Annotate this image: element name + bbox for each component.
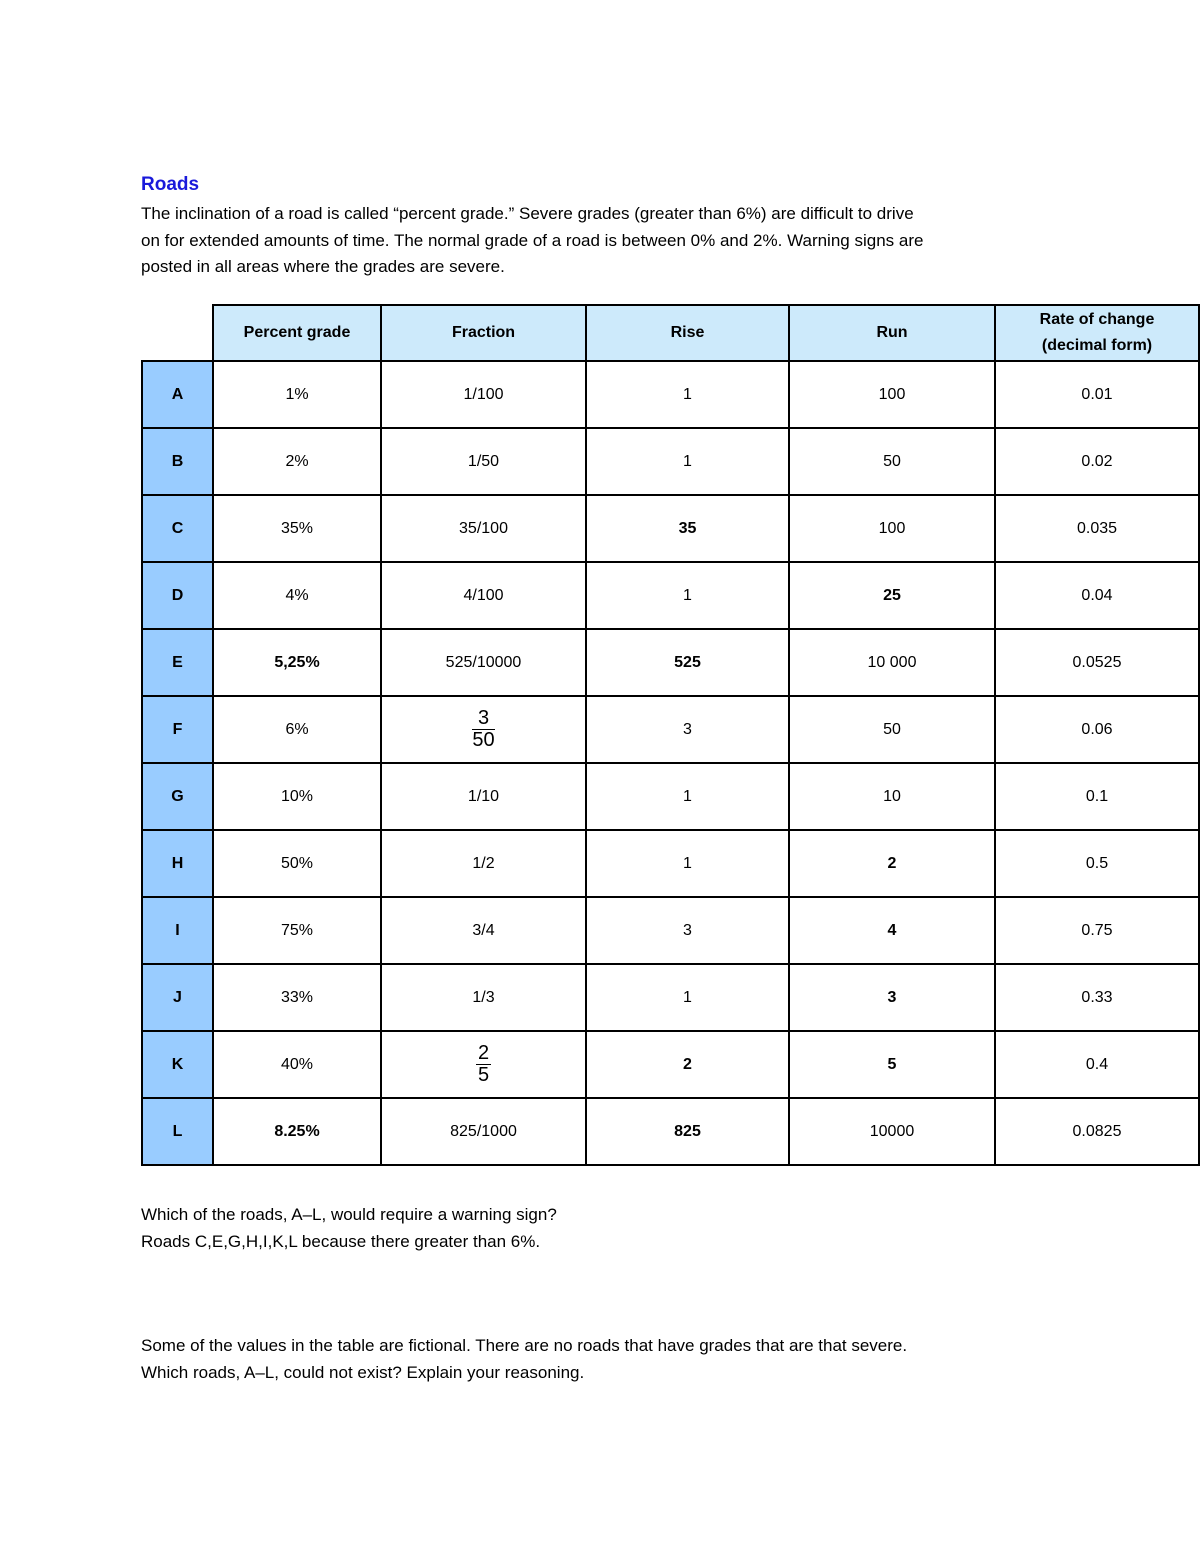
cell-percent-grade: 33% — [213, 964, 381, 1031]
header-rate-line2: (decimal form) — [1041, 337, 1153, 354]
question-line: Which roads, A–L, could not exist? Explain your reasoning. — [141, 1362, 585, 1382]
cell-percent-grade: 75% — [213, 897, 381, 964]
cell-run: 100 — [789, 495, 995, 562]
page-title: Roads — [141, 174, 200, 195]
cell-fraction: 1/50 — [381, 428, 586, 495]
cell-rate: 0.0525 — [995, 629, 1199, 696]
cell-run: 3 — [789, 964, 995, 1031]
cell-rate: 0.035 — [995, 495, 1199, 562]
cell-rise: 1 — [586, 428, 789, 495]
table-row — [142, 629, 1199, 696]
table-header-row — [142, 305, 1199, 361]
cell-percent-grade: 35% — [213, 495, 381, 562]
stacked-fraction — [476, 1043, 491, 1086]
row-label: H — [142, 830, 213, 897]
table-row — [142, 763, 1199, 830]
header-run: Run — [789, 305, 995, 361]
intro-paragraph — [141, 201, 1081, 281]
cell-run: 2 — [789, 830, 995, 897]
intro-line: The inclination of a road is called “percent grade.” Severe grades (greater than 6%) are difficult to drive — [141, 204, 914, 223]
header-fraction: Fraction — [381, 305, 586, 361]
fraction-denominator: 5 — [477, 1064, 490, 1086]
row-label: G — [142, 763, 213, 830]
question-line: Some of the values in the table are fictional. There are no roads that have grades that are that severe. — [141, 1336, 908, 1355]
cell-rate: 0.02 — [995, 428, 1199, 495]
intro-line: on for extended amounts of time. The normal grade of a road is between 0% and 2%. Warning signs are — [141, 230, 924, 250]
table-row — [142, 897, 1199, 964]
cell-rise: 1 — [586, 763, 789, 830]
cell-rise: 825 — [586, 1098, 789, 1165]
cell-fraction — [381, 1031, 586, 1098]
intro-line: posted in all areas where the grades are severe. — [141, 257, 505, 276]
cell-percent-grade: 8.25% — [213, 1098, 381, 1165]
header-rate-of-change — [995, 305, 1199, 361]
cell-percent-grade: 2% — [213, 428, 381, 495]
cell-rise: 2 — [586, 1031, 789, 1098]
fraction-numerator: 3 — [472, 708, 494, 730]
row-label: A — [142, 361, 213, 428]
cell-run: 100 — [789, 361, 995, 428]
header-rate-line1: Rate of change — [1039, 311, 1155, 328]
cell-percent-grade: 40% — [213, 1031, 381, 1098]
cell-rate: 0.04 — [995, 562, 1199, 629]
table-row — [142, 495, 1199, 562]
table-body — [142, 361, 1199, 1165]
cell-rate: 0.4 — [995, 1031, 1199, 1098]
cell-run: 25 — [789, 562, 995, 629]
cell-rate: 0.5 — [995, 830, 1199, 897]
cell-rate: 0.75 — [995, 897, 1199, 964]
cell-run: 10 — [789, 763, 995, 830]
fraction-numerator: 2 — [477, 1042, 490, 1064]
cell-rise: 1 — [586, 562, 789, 629]
row-label: B — [142, 428, 213, 495]
question-block-2 — [141, 1333, 907, 1386]
cell-rise: 1 — [586, 830, 789, 897]
cell-rate: 0.33 — [995, 964, 1199, 1031]
table-row — [142, 428, 1199, 495]
cell-rise: 1 — [586, 361, 789, 428]
cell-percent-grade: 4% — [213, 562, 381, 629]
row-label: K — [142, 1031, 213, 1098]
table-row — [142, 696, 1199, 763]
cell-fraction: 35/100 — [381, 495, 586, 562]
cell-run: 10000 — [789, 1098, 995, 1165]
row-label: L — [142, 1098, 213, 1165]
header-rise: Rise — [586, 305, 789, 361]
header-percent-grade: Percent grade — [213, 305, 381, 361]
fraction-denominator: 50 — [472, 729, 495, 751]
answer-warning-sign: Roads C,E,G,H,I,K,L because there greater than 6%. — [141, 1231, 541, 1251]
row-label: J — [142, 964, 213, 1031]
row-label: F — [142, 696, 213, 763]
cell-fraction: 1/100 — [381, 361, 586, 428]
cell-percent-grade: 10% — [213, 763, 381, 830]
cell-fraction: 3/4 — [381, 897, 586, 964]
cell-fraction: 825/1000 — [381, 1098, 586, 1165]
cell-percent-grade: 6% — [213, 696, 381, 763]
row-label: E — [142, 629, 213, 696]
cell-rate: 0.01 — [995, 361, 1199, 428]
table-row — [142, 964, 1199, 1031]
cell-fraction: 1/2 — [381, 830, 586, 897]
table-row — [142, 562, 1199, 629]
cell-fraction — [381, 696, 586, 763]
cell-rate: 0.1 — [995, 763, 1199, 830]
cell-rate: 0.06 — [995, 696, 1199, 763]
cell-rise: 525 — [586, 629, 789, 696]
cell-rise: 3 — [586, 897, 789, 964]
cell-fraction: 4/100 — [381, 562, 586, 629]
table-row — [142, 1031, 1199, 1098]
cell-run: 10 000 — [789, 629, 995, 696]
cell-rise: 35 — [586, 495, 789, 562]
cell-percent-grade: 50% — [213, 830, 381, 897]
question-warning-sign: Which of the roads, A–L, would require a warning sign? — [141, 1205, 557, 1224]
cell-fraction: 525/10000 — [381, 629, 586, 696]
cell-percent-grade: 1% — [213, 361, 381, 428]
table-row — [142, 361, 1199, 428]
question-block-1 — [141, 1202, 557, 1255]
cell-run: 5 — [789, 1031, 995, 1098]
cell-rise: 3 — [586, 696, 789, 763]
cell-percent-grade: 5,25% — [213, 629, 381, 696]
stacked-fraction — [472, 708, 494, 751]
cell-fraction: 1/10 — [381, 763, 586, 830]
cell-run: 50 — [789, 428, 995, 495]
cell-rise: 1 — [586, 964, 789, 1031]
table-row — [142, 830, 1199, 897]
cell-run: 4 — [789, 897, 995, 964]
cell-rate: 0.0825 — [995, 1098, 1199, 1165]
table-row — [142, 1098, 1199, 1165]
row-label: I — [142, 897, 213, 964]
header-corner — [142, 305, 213, 361]
cell-fraction: 1/3 — [381, 964, 586, 1031]
row-label: C — [142, 495, 213, 562]
grades-table — [141, 304, 1200, 1166]
row-label: D — [142, 562, 213, 629]
cell-run: 50 — [789, 696, 995, 763]
